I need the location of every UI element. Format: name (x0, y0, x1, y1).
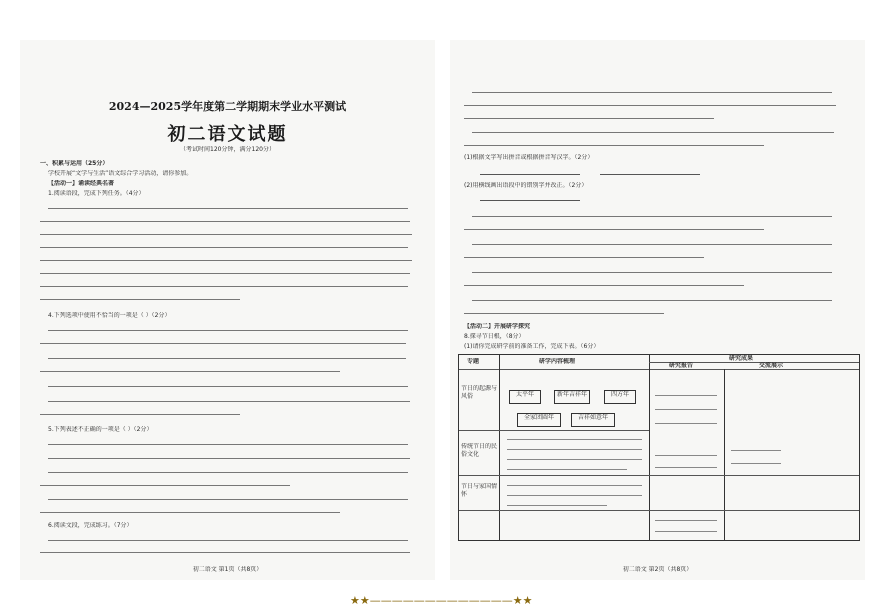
flow-box: 新年吉祥年 (554, 390, 590, 404)
question-9: 8.探寻节日根，（8分） (464, 333, 525, 340)
question-5: 5.下列表述不正确的一项是（ ）（2分） (48, 426, 153, 433)
research-table (458, 354, 860, 541)
task-two-title: 【活动二】开展研学探究 (464, 323, 531, 330)
question-10: (1)请你完成研学前的准备工作，完成下表。（6分） (464, 343, 600, 350)
star-divider: ★★—————————————★★ (350, 594, 533, 607)
table-header-display: 交流展示 (759, 362, 784, 369)
row-label-nation: 节日与家国情怀 (461, 483, 497, 498)
table-header-content: 研学内容梳理 (539, 358, 576, 365)
section-one-title: 一、积累与运用（25分） (40, 160, 109, 167)
left-page-footer: 初二语文 第1页（共8页） (192, 566, 263, 573)
question-4: 4.下列选项中使用不恰当的一项是（ ）（2分） (48, 312, 171, 319)
left-exam-page (20, 40, 435, 580)
flow-box: 太平年 (509, 390, 541, 404)
row-label-origin: 节日的起源与风俗 (461, 385, 497, 400)
table-header-report: 研究报告 (669, 362, 694, 369)
question-6: 6.阅读文段，完成练习。（7分） (48, 522, 133, 529)
flow-box: 四方年 (604, 390, 636, 404)
table-header-topic: 专题 (467, 358, 480, 365)
question-8: (2)用横线画出语段中的错别字并改正。（2分） (464, 182, 588, 189)
exam-info: （考试时间120分钟，满分120分） (180, 146, 275, 153)
table-header-results: 研究成果 (729, 355, 754, 362)
subject-title: 初二语文试题 (167, 124, 288, 145)
flow-box: 吉祥如意年 (571, 413, 615, 427)
answer-line (480, 174, 580, 175)
exam-title: 2024—2025学年度第二学期期末学业水平测试 (108, 100, 347, 113)
answer-line (600, 174, 700, 175)
question-7: (1)根据文字写出拼音或根据拼音写汉字。（2分） (464, 154, 594, 161)
right-exam-page (450, 40, 865, 580)
row-label-folk: 传统节日的民俗文化 (461, 443, 497, 458)
question-1: 1.阅读语段，完成下列任务。（4分） (48, 190, 145, 197)
answer-line (480, 200, 580, 201)
task-one-title: 【活动一】诵读经典名著 (48, 180, 115, 187)
flow-box: 全家团圆年 (517, 413, 561, 427)
intro-line: 学校开展“文学与生活”语文综合学习活动，请你参加。 (48, 170, 193, 177)
right-page-footer: 初二语文 第2页（共8页） (622, 566, 693, 573)
